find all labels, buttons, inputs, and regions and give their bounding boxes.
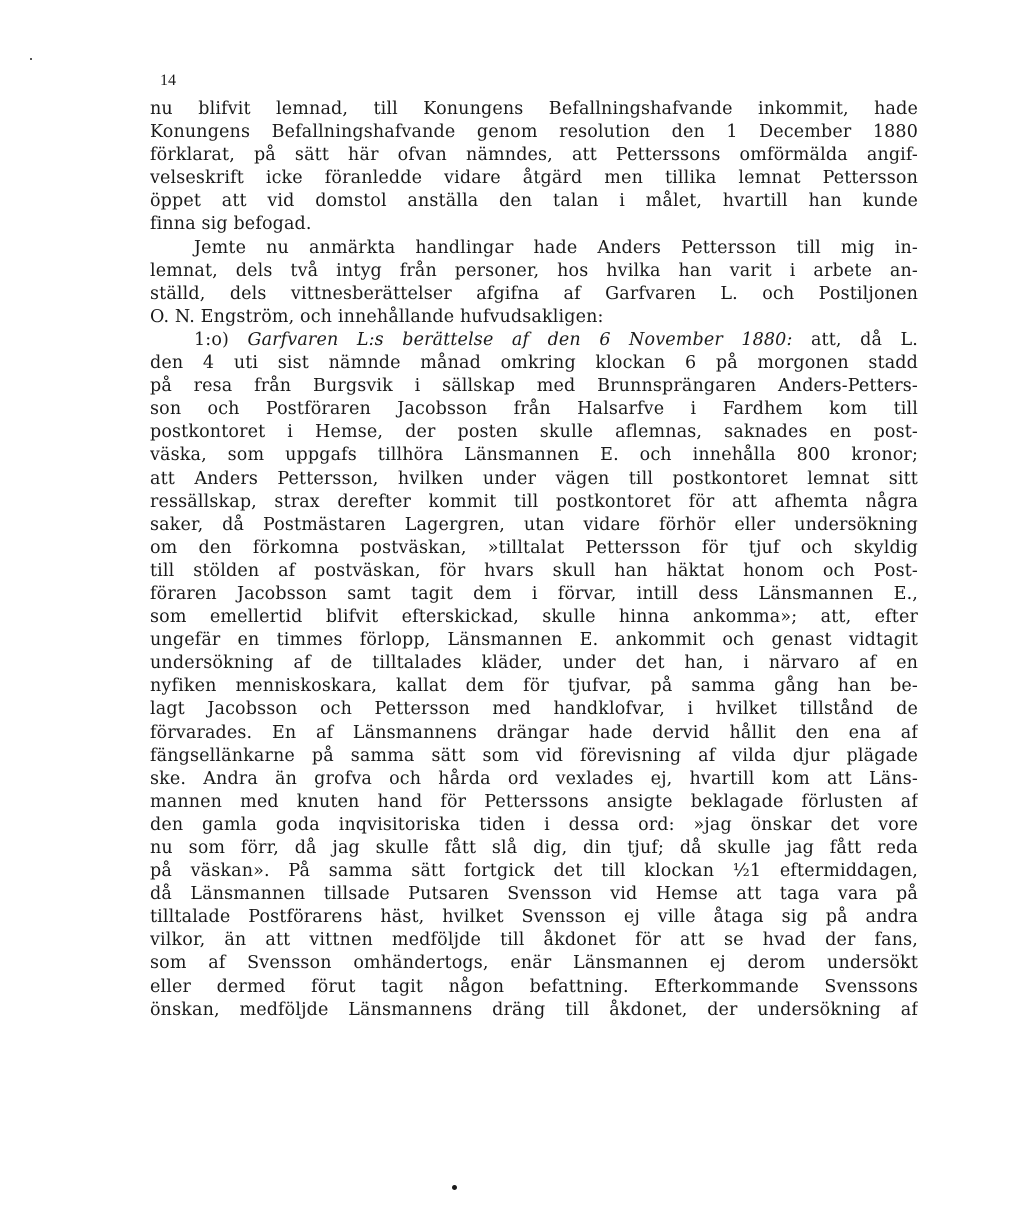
text-line: undersökning af de tilltalades kläder, under det han, i närvaro af en	[150, 653, 918, 674]
text-line: finna sig befogad.	[150, 214, 312, 235]
text-line: till stölden af postväskan, för hvars skull han häktat honom och Post-	[150, 560, 918, 581]
text-line: ungefär en timmes förlopp, Länsmannen E. ankommit och genast vidtagit	[150, 630, 918, 651]
text-line: förvarades. En af Länsmannens drängar hade dervid hållit den ena af	[150, 722, 918, 743]
text-line: vilkor, än att vittnen medföljde till åkdonet för att se hvad der fans,	[150, 930, 918, 951]
text-line: om den förkomna postväskan, »tilltalat Pettersson för tjuf och skyldig	[150, 537, 918, 558]
text-span: 1:o)	[194, 329, 248, 350]
text-line: att Anders Pettersson, hvilken under vägen till postkontoret lemnat sitt	[150, 468, 918, 489]
text-line: son och Postföraren Jacobsson från Halsarfve i Fardhem kom till	[150, 399, 918, 420]
text-line: väska, som uppgafs tillhöra Länsmannen E. och innehålla 800 kronor;	[150, 445, 918, 466]
text-line: nu som förr, då jag skulle fått slå dig, din tjuf; då skulle jag fått reda	[150, 838, 918, 858]
text-line: nyfiken menniskoskara, kallat dem för tjufvar, på samma gång han be-	[150, 676, 918, 697]
scan-dot	[452, 1185, 457, 1190]
scan-speck	[30, 58, 32, 60]
text-line: velseskrift icke föranledde vidare åtgärd men tillika lemnat Pettersson	[150, 168, 918, 189]
text-line: som af Svensson omhändertogs, enär Länsmannen ej derom undersökt	[150, 953, 918, 974]
text-line: fängsellänkarne på samma sätt som vid förevisning af vilda djur plägade	[150, 745, 918, 766]
text-line: Jemte nu anmärkta handlingar hade Anders Pettersson till mig in-	[194, 237, 918, 258]
body-text	[150, 98, 918, 1022]
text-line: på resa från Burgsvik i sällskap med Brunnsprängaren Anders-Petters-	[150, 376, 918, 397]
text-line: på väskan». På samma sätt fortgick det till klockan ½1 eftermiddagen,	[150, 861, 918, 882]
text-line: postkontoret i Hemse, der posten skulle aflemnas, saknades en post-	[150, 422, 918, 443]
text-line: då Länsmannen tillsade Putsaren Svensson vid Hemse att taga vara på	[150, 884, 918, 905]
text-line: öppet att vid domstol anställa den talan i målet, hvartill han kunde	[150, 191, 918, 212]
text-line: ske. Andra än grofva och hårda ord vexlades ej, hvartill kom att Läns-	[150, 768, 918, 789]
text-line: ställd, dels vittnesberättelser afgifna af Garfvaren L. och Postiljonen	[150, 283, 918, 304]
text-line-with-italic	[150, 329, 918, 352]
text-line: den 4 uti sist nämnde månad omkring klockan 6 på morgonen stadd	[150, 353, 918, 374]
text-line: som emellertid blifvit efterskickad, skulle hinna ankomma»; att, efter	[150, 607, 918, 628]
text-line: lagt Jacobsson och Pettersson med handklofvar, i hvilket tillstånd de	[150, 699, 918, 720]
text-line: tilltalade Postförarens häst, hvilket Svensson ej ville åtaga sig på andra	[150, 907, 918, 928]
text-line: saker, då Postmästaren Lagergren, utan vidare förhör eller undersökning	[150, 514, 918, 535]
text-line: nu blifvit lemnad, till Konungens Befallningshafvande inkommit, hade	[150, 99, 918, 119]
text-line: förklarat, på sätt här ofvan nämndes, att Petterssons omförmälda angif-	[150, 145, 918, 166]
text-line: den gamla goda inqvisitoriska tiden i dessa ord: »jag önskar det vore	[150, 814, 918, 835]
text-line: lemnat, dels två intyg från personer, hos hvilka han varit i arbete an-	[150, 260, 918, 281]
text-line: mannen med knuten hand för Petterssons ansigte beklagade förlusten af	[150, 791, 918, 812]
text-line: önskan, medföljde Länsmannens dräng till åkdonet, der undersökning af	[150, 999, 918, 1020]
text-line: eller dermed förut tagit någon befattning. Efterkommande Svenssons	[150, 976, 918, 997]
italic-title: Garfvaren L:s berättelse af den 6 November 1880:	[247, 329, 793, 350]
page-number: 14	[160, 72, 176, 89]
text-line: föraren Jacobsson samt tagit dem i förvar, intill dess Länsmannen E.,	[150, 583, 918, 604]
text-line: O. N. Engström, och innehållande hufvudsakligen:	[150, 306, 604, 327]
text-line: Konungens Befallningshafvande genom resolution den 1 December 1880	[150, 122, 918, 143]
text-span: att, då L.	[792, 329, 918, 350]
text-line: ressällskap, strax derefter kommit till postkontoret för att afhemta några	[150, 491, 918, 512]
